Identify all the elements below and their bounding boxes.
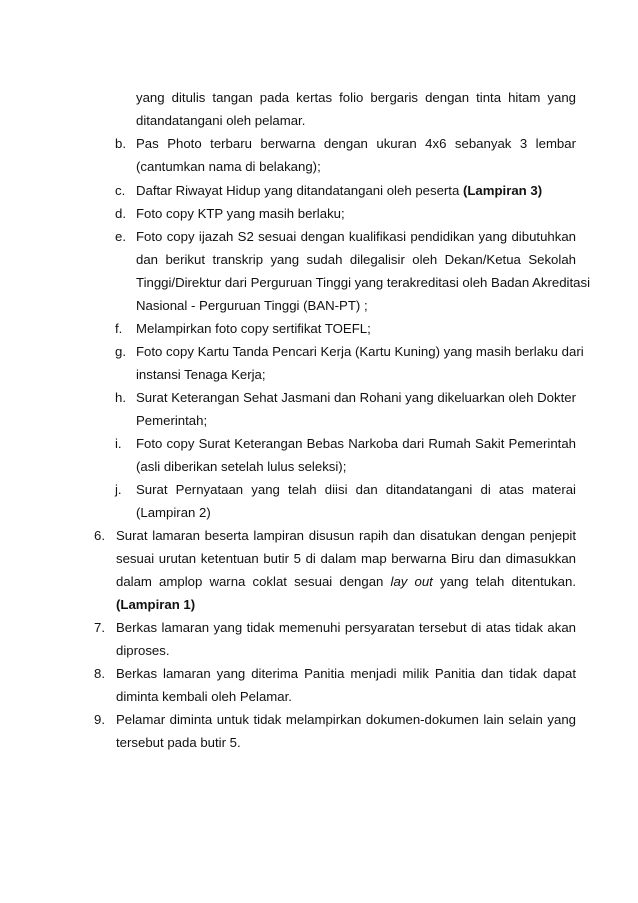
item-c-lampiran: (Lampiran 3) [462, 183, 543, 198]
item-c-line-1 [136, 183, 542, 199]
item-d-marker: d. [115, 206, 126, 221]
item-b-line-2: (cantumkan nama di belakang); [136, 159, 321, 174]
item-6-line-3-post: yang telah ditentukan. [432, 574, 576, 589]
item-6-lampiran: (Lampiran 1) [116, 597, 196, 612]
item-i-marker: i. [115, 436, 122, 451]
item-j-line-2: (Lampiran 2) [136, 505, 211, 520]
item-e-marker: e. [115, 229, 126, 244]
item-h-line-1: Surat Keterangan Sehat Jasmani dan Rohani yang dikeluarkan oleh Dokter [136, 390, 576, 405]
item-j-line-1: Surat Pernyataan yang telah diisi dan ditandatangani di atas materai [136, 482, 576, 497]
item-g-line-1: Foto copy Kartu Tanda Pencari Kerja (Kartu Kuning) yang masih berlaku dari [136, 344, 584, 359]
item-a-line-1: yang ditulis tangan pada kertas folio bergaris dengan tinta hitam yang [136, 90, 576, 105]
item-e-line-1: Foto copy ijazah S2 sesuai dengan kualifikasi pendidikan yang dibutuhkan [136, 229, 576, 244]
item-e-line-4: Nasional - Perguruan Tinggi (BAN-PT) ; [136, 298, 368, 313]
item-i-line-1: Foto copy Surat Keterangan Bebas Narkoba dari Rumah Sakit Pemerintah [136, 436, 576, 451]
item-8-line-2: diminta kembali oleh Pelamar. [116, 689, 292, 704]
item-c-text: Daftar Riwayat Hidup yang ditandatangani oleh peserta [136, 183, 463, 198]
item-8-marker: 8. [94, 666, 105, 681]
lay-out-italic: lay out [390, 574, 433, 589]
item-9-line-2: tersebut pada butir 5. [116, 735, 241, 750]
item-f-marker: f. [115, 321, 123, 336]
item-g-line-2: instansi Tenaga Kerja; [136, 367, 266, 382]
item-6-line-2: sesuai urutan ketentuan butir 5 di dalam map berwarna Biru dan dimasukkan [116, 551, 576, 566]
item-6-line-3 [116, 574, 576, 590]
item-6-line-1: Surat lamaran beserta lampiran disusun rapih dan disatukan dengan penjepit [116, 528, 576, 543]
item-b-marker: b. [115, 136, 126, 151]
item-7-line-1: Berkas lamaran yang tidak memenuhi persyaratan tersebut di atas tidak akan [116, 620, 576, 635]
item-6-marker: 6. [94, 528, 105, 543]
item-h-line-2: Pemerintah; [136, 413, 208, 428]
item-9-marker: 9. [94, 712, 105, 727]
item-8-line-1: Berkas lamaran yang diterima Panitia menjadi milik Panitia dan tidak dapat [116, 666, 576, 681]
item-b-line-1: Pas Photo terbaru berwarna dengan ukuran 4x6 sebanyak 3 lembar [136, 136, 576, 151]
item-7-marker: 7. [94, 620, 105, 635]
item-e-line-2: dan berikut transkrip yang sudah dilegalisir oleh Dekan/Ketua Sekolah [136, 252, 576, 267]
item-h-marker: h. [115, 390, 126, 405]
item-9-line-1: Pelamar diminta untuk tidak melampirkan dokumen-dokumen lain selain yang [116, 712, 576, 727]
item-7-line-2: diproses. [116, 643, 170, 658]
item-6-line-3-pre: dalam amplop warna coklat sesuai dengan [116, 574, 391, 589]
item-i-line-2: (asli diberikan setelah lulus seleksi); [136, 459, 347, 474]
item-a-line-2: ditandatangani oleh pelamar. [136, 113, 306, 128]
item-c-marker: c. [115, 183, 126, 198]
item-d-line-1: Foto copy KTP yang masih berlaku; [136, 206, 345, 221]
item-j-marker: j. [115, 482, 122, 497]
item-6-line-4 [116, 597, 195, 613]
item-e-line-3: Tinggi/Direktur dari Perguruan Tinggi yang terakreditasi oleh Badan Akreditasi [136, 275, 590, 290]
item-g-marker: g. [115, 344, 126, 359]
item-f-line-1: Melampirkan foto copy sertifikat TOEFL; [136, 321, 371, 336]
